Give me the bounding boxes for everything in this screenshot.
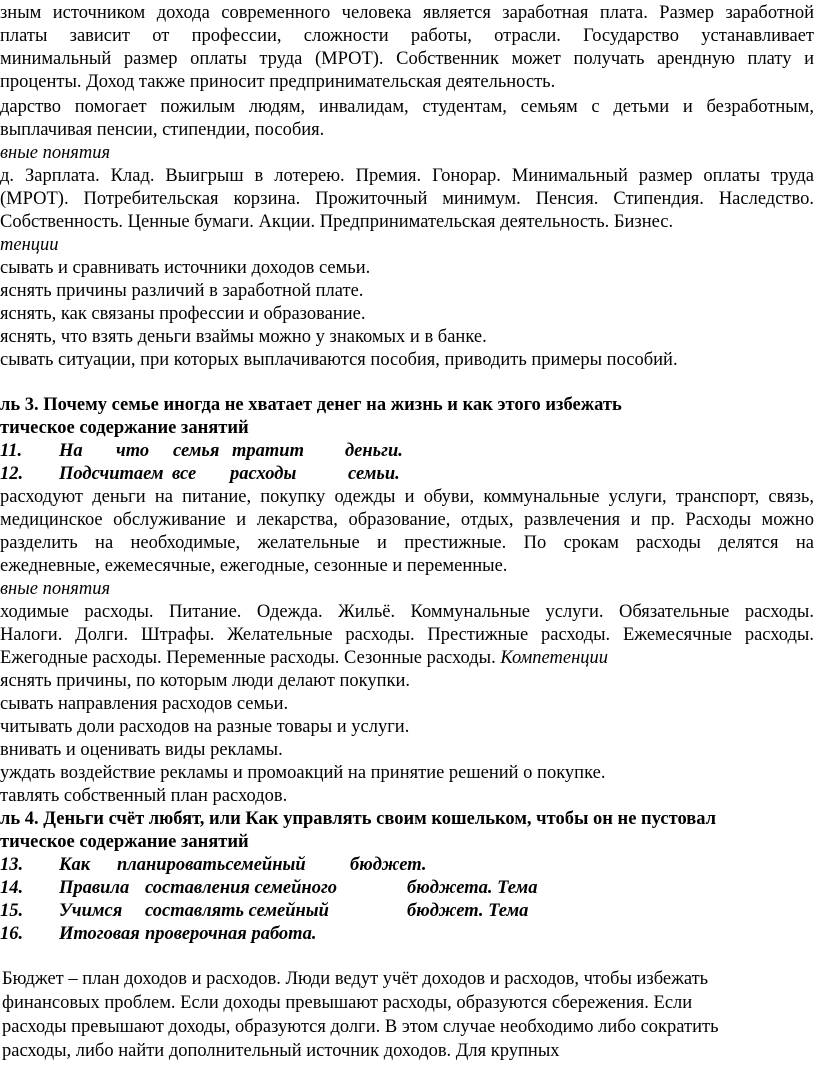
lesson-row [0, 440, 403, 462]
lesson-word: Итоговая [59, 924, 140, 944]
lesson-word: проверочная работа. [145, 924, 317, 944]
paragraph-line: ежедневные, ежемесячные, ежегодные, сезонные и переменные. [0, 556, 508, 576]
paragraph-line: расходуют деньги на питание, покупку одежды и обуви, коммунальные услуги, транспорт, связь, [0, 487, 814, 507]
competency-item: яснять, что взять деньги взаймы можно у знакомых и в банке. [0, 327, 487, 347]
lesson-number: 11. [0, 441, 23, 461]
competency-item: читывать доли расходов на разные товары и услуги. [0, 717, 410, 737]
lesson-word: На [59, 441, 83, 461]
paragraph-line: выплачивая пенсии, стипендии, пособия. [0, 120, 325, 140]
lesson-number: 15. [0, 901, 24, 921]
concepts-line: Собственность. Ценные бумаги. Акции. Предпринимательская деятельность. Бизнес. [0, 212, 674, 232]
competency-item: внивать и оценивать виды рекламы. [0, 740, 283, 760]
section-subtitle: тическое содержание занятий [0, 832, 249, 852]
lesson-word: расходы [230, 464, 297, 484]
lesson-row [0, 854, 427, 876]
competency-item: тавлять собственный план расходов. [0, 786, 288, 806]
competency-item: сывать направления расходов семьи. [0, 694, 289, 714]
lesson-word: семьи. [348, 464, 400, 484]
section-subtitle: тическое содержание занятий [0, 418, 249, 438]
competency-item: уждать воздействие рекламы и промоакций на принятие решений о покупке. [0, 763, 606, 783]
paragraph-line: минимальный размер оплаты труда (МРОТ). Собственник может получать арендную плату и [0, 49, 814, 69]
lesson-word: тратит [232, 441, 304, 461]
lesson-word: Подсчитаем [59, 464, 164, 484]
paragraph-line: платы зависит от профессии, сложности работы, отрасли. Государство устанавливает [0, 26, 814, 46]
concepts-heading: вные понятия [0, 143, 111, 163]
concepts-line: (МРОТ). Потребительская корзина. Прожиточный минимум. Пенсия. Стипендия. Наследство. [0, 189, 814, 209]
concepts-line: Налоги. Долги. Штрафы. Желательные расходы. Престижные расходы. Ежемесячные расходы. [0, 625, 814, 645]
lesson-word: Учимся [59, 901, 123, 921]
lesson-word: бюджет. [350, 855, 427, 875]
competency-item: яснять, как связаны профессии и образование. [0, 304, 366, 324]
paragraph-line: финансовых проблем. Если доходы превышают расходы, образуются сбережения. Если [2, 993, 693, 1013]
lesson-word: все [172, 464, 197, 484]
lesson-word: семья [173, 441, 220, 461]
lesson-number: 14. [0, 878, 24, 898]
lesson-row [0, 900, 528, 922]
lesson-word: что [116, 441, 150, 461]
lesson-word: составления семейного [145, 878, 338, 898]
lesson-row [0, 923, 316, 945]
paragraph-line: Бюджет – план доходов и расходов. Люди ведут учёт доходов и расходов, чтобы избежать [2, 969, 709, 989]
section-title: ль 3. Почему семье иногда не хватает денег на жизнь и как этого избежать [0, 395, 622, 415]
lesson-word: Правила [59, 878, 130, 898]
concepts-line: д. Зарплата. Клад. Выигрыш в лотерею. Премия. Гонорар. Минимальный размер оплаты труда [0, 166, 814, 186]
lesson-word: составлять семейный [145, 901, 329, 921]
lesson-word: Как [59, 855, 91, 875]
lesson-row [0, 463, 400, 485]
concepts-line [0, 647, 608, 669]
competencies-heading: тенции [0, 235, 59, 255]
paragraph-line: расходы, либо найти дополнительный источник доходов. Для крупных [2, 1041, 560, 1061]
paragraph-line: медицинское обслуживание и лекарства, образование, отдых, развлечения и пр. Расходы можно [0, 510, 814, 530]
lesson-word: планироватьсемейный [117, 855, 306, 875]
paragraph-line: проценты. Доход также приносит предпринимательская деятельность. [0, 72, 556, 92]
lesson-word: деньги. [345, 441, 403, 461]
competencies-heading: Компетенции [500, 648, 609, 668]
lesson-number: 16. [0, 924, 24, 944]
competency-item: яснять причины, по которым люди делают покупки. [0, 671, 410, 691]
lesson-row [0, 877, 537, 899]
competency-item: сывать и сравнивать источники доходов семьи. [0, 258, 371, 278]
paragraph-line: зным источником дохода современного человека является заработная плата. Размер заработной [0, 3, 814, 23]
paragraph-line: расходы превышают доходы, образуются долги. В этом случае необходимо либо сократить [2, 1017, 719, 1037]
paragraph-line: дарство помогает пожилым людям, инвалидам, студентам, семьям с детьми и безработным, [0, 97, 814, 117]
concepts-heading: вные понятия [0, 579, 111, 599]
concepts-line: ходимые расходы. Питание. Одежда. Жильё. Коммунальные услуги. Обязательные расходы. [0, 602, 814, 622]
lesson-number: 12. [0, 464, 24, 484]
section-title: ль 4. Деньги счёт любят, или Как управлять своим кошельком, чтобы он не пустовал [0, 809, 717, 829]
lesson-word: бюджета. Тема [407, 878, 538, 898]
lesson-word: бюджет. Тема [407, 901, 529, 921]
competency-item: яснять причины различий в заработной плате. [0, 281, 364, 301]
concepts-text: Ежегодные расходы. Переменные расходы. Сезонные расходы. [0, 648, 496, 668]
lesson-number: 13. [0, 855, 24, 875]
competency-item: сывать ситуации, при которых выплачиваются пособия, приводить примеры пособий. [0, 350, 678, 370]
paragraph-line: разделить на необходимые, желательные и престижные. По срокам расходы делятся на [0, 533, 814, 553]
